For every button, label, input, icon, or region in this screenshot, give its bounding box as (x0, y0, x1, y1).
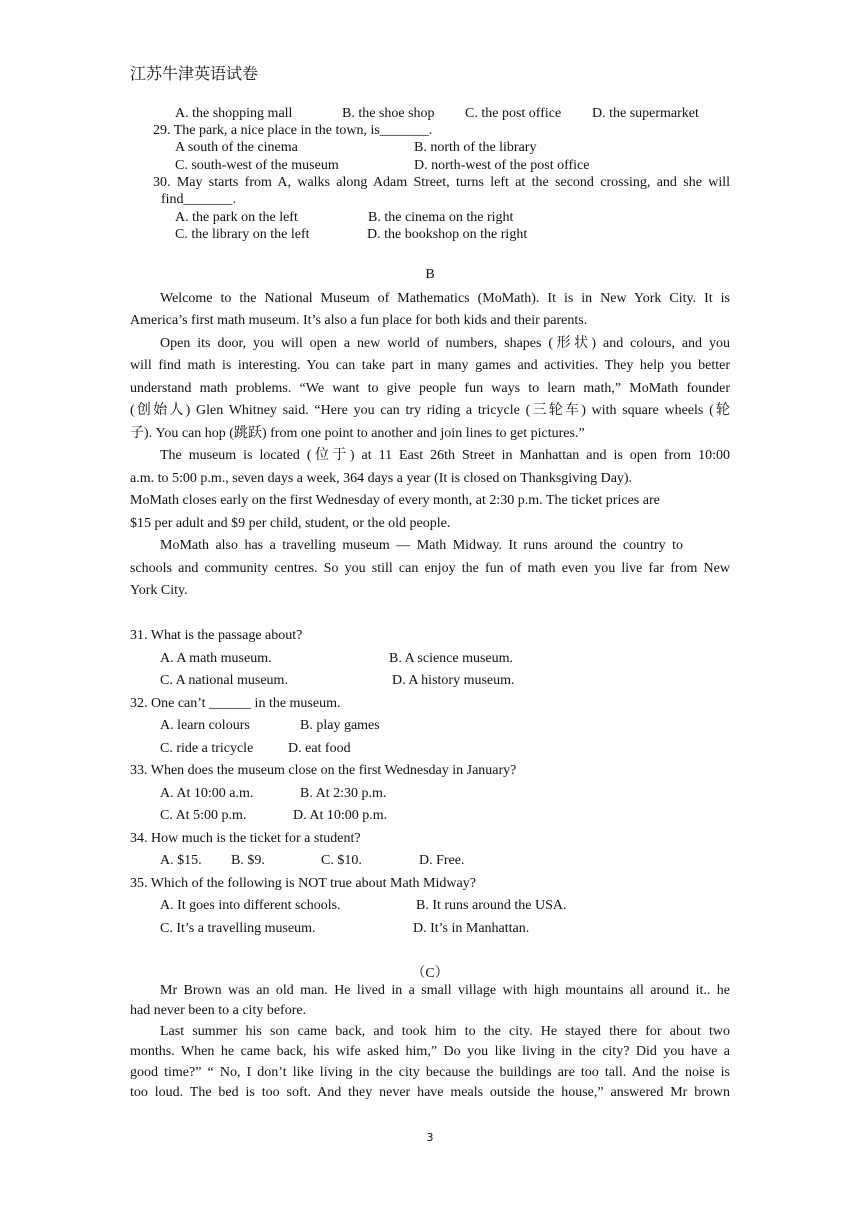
option-b: B. At 2:30 p.m. (300, 786, 387, 801)
option-a: A south of the cinema (175, 140, 298, 155)
paragraph-line: months. When he came back, his wife asked him,” Do you like living in the city? Did you have a (130, 1044, 730, 1059)
option-b: B. $9. (231, 853, 265, 868)
question-31: 31. What is the passage about? (130, 628, 303, 643)
paragraph-line: York City. (130, 583, 188, 598)
paragraph-line: had never been to a city before. (130, 1003, 307, 1018)
question-32: 32. One can’t ______ in the museum. (130, 696, 341, 711)
option-d: D. A history museum. (392, 673, 515, 688)
option-c: C. the library on the left (175, 227, 310, 242)
paragraph-line: understand math problems. “We want to give people fun ways to learn math,” MoMath founder (130, 381, 730, 396)
option-b: B. the cinema on the right (368, 210, 514, 225)
page-header: 江苏牛津英语试卷 (130, 64, 259, 83)
paragraph-line: MoMath also has a travelling museum — Math Midway. It runs around the country to (160, 538, 683, 553)
paragraph-line: Welcome to the National Museum of Mathematics (MoMath). It is in New York City. It is (160, 291, 730, 306)
question-30: 30. May starts from A, walks along Adam Street, turns left at the second crossing, and she will (153, 175, 730, 190)
paragraph-line: a.m. to 5:00 p.m., seven days a week, 364 days a year (It is closed on Thanksgiving Day). (130, 471, 633, 486)
page-number: 3 (426, 1131, 434, 1144)
option-d: D. the bookshop on the right (367, 227, 528, 242)
question-33: 33. When does the museum close on the first Wednesday in January? (130, 763, 517, 778)
option-c: C. At 5:00 p.m. (160, 808, 247, 823)
option-a: A. A math museum. (160, 651, 272, 666)
option-c: C. ride a tricycle (160, 741, 254, 756)
option-d: D. Free. (419, 853, 465, 868)
paragraph-line: Open its door, you will open a new world of numbers, shapes (形状) and colours, and you (160, 336, 730, 351)
paragraph-line: Mr Brown was an old man. He lived in a small village with high mountains all around it.. he (160, 983, 730, 998)
option-a: A. $15. (160, 853, 202, 868)
paragraph-line: America’s first math museum. It’s also a fun place for both kids and their parents. (130, 313, 588, 328)
paragraph-line: good time?” “ No, I don’t like living in the city because the buildings are too tall. And the noise is (130, 1065, 730, 1080)
question-35: 35. Which of the following is NOT true about Math Midway? (130, 876, 476, 891)
section-b-heading: B (425, 267, 435, 282)
paragraph-line: Last summer his son came back, and took him to the city. He stayed there for about two (160, 1024, 730, 1039)
question-30-cont: find_______. (161, 192, 237, 207)
option-b: B. north of the library (414, 140, 537, 155)
option-c: C. $10. (321, 853, 362, 868)
option-d: D. It’s in Manhattan. (413, 921, 530, 936)
question-34: 34. How much is the ticket for a student? (130, 831, 361, 846)
paragraph-line: will find math is interesting. You can take part in many games and activities. They help you better (130, 358, 730, 373)
paragraph-line: schools and community centres. So you still can enjoy the fun of math even you live far from New (130, 561, 730, 576)
option-a: A. the shopping mall (175, 106, 293, 121)
paragraph-line: The museum is located (位于) at 11 East 26th Street in Manhattan and is open from 10:00 (160, 448, 730, 463)
question-29: 29. The park, a nice place in the town, is_______. (153, 123, 433, 138)
option-b: B. the shoe shop (342, 106, 435, 121)
option-a: A. learn colours (160, 718, 250, 733)
option-b: B. A science museum. (389, 651, 514, 666)
option-d: D. At 10:00 p.m. (293, 808, 388, 823)
option-a: A. At 10:00 a.m. (160, 786, 254, 801)
option-c: C. A national museum. (160, 673, 288, 688)
paragraph-line: (创始人) Glen Whitney said. “Here you can try riding a tricycle (三轮车) with square wheels (轮 (130, 403, 730, 418)
option-d: D. eat food (288, 741, 351, 756)
paragraph-line: 子). You can hop (跳跃) from one point to another and join lines to get pictures.” (130, 426, 585, 441)
option-b: B. It runs around the USA. (416, 898, 567, 913)
section-c-heading: （C） (411, 966, 449, 981)
paragraph-line: MoMath closes early on the first Wednesday of every month, at 2:30 p.m. The ticket prices are (130, 493, 660, 508)
option-a: A. the park on the left (175, 210, 298, 225)
option-b: B. play games (300, 718, 380, 733)
option-d: D. north-west of the post office (414, 158, 590, 173)
paragraph-line: $15 per adult and $9 per child, student, or the old people. (130, 516, 451, 531)
paragraph-line: too loud. The bed is too soft. And they never have meals outside the house,” answered Mr brown (130, 1085, 730, 1100)
option-a: A. It goes into different schools. (160, 898, 341, 913)
option-c: C. the post office (465, 106, 562, 121)
option-c: C. It’s a travelling museum. (160, 921, 316, 936)
option-d: D. the supermarket (592, 106, 699, 121)
option-c: C. south-west of the museum (175, 158, 339, 173)
